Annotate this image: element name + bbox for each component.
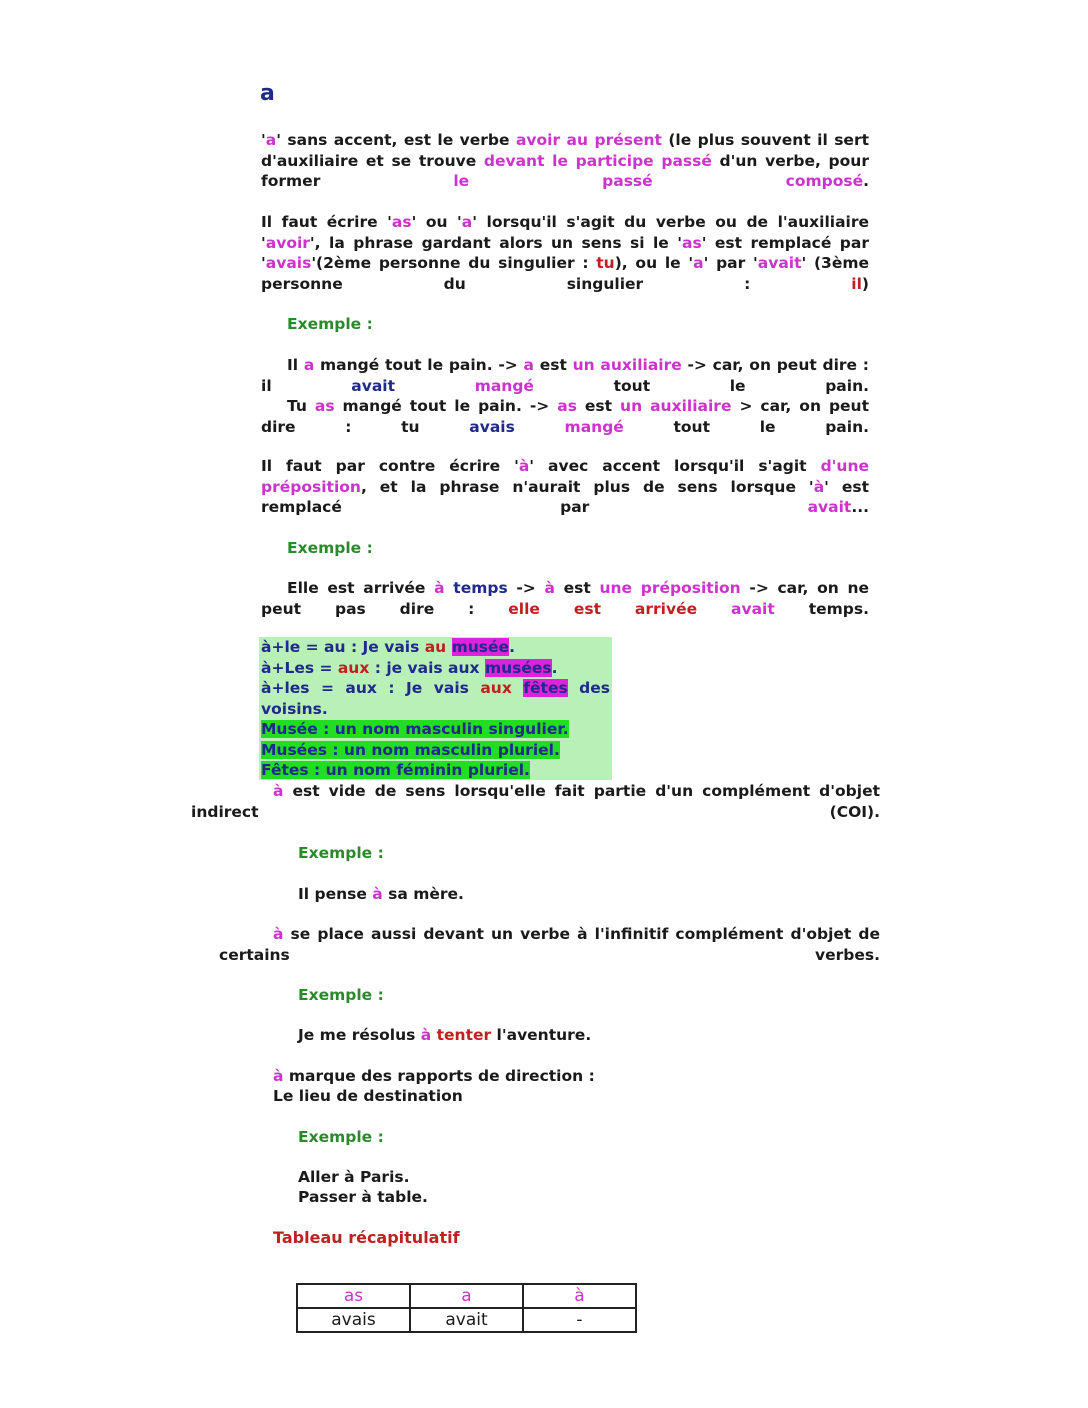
recap-line-aux-les: à+Les = aux : je vais aux musées. xyxy=(261,658,558,677)
paragraph-infinitif: à se place aussi devant un verbe à l'infinitif complément d'objet de certains verbes. xyxy=(219,925,880,964)
table-header-cell: à xyxy=(523,1284,636,1308)
paragraph-coi: à est vide de sens lorsqu'elle fait partie d'un complément d'objet indirect (COI). xyxy=(191,782,880,821)
paragraph-as-a-rule: Il faut écrire 'as' ou 'a' lorsqu'il s'agit du verbe ou de l'auxiliaire 'avoir', la phrase gardant alors un sens si le 'as' est remplacé par 'avais'(2ème personne du singulier : tu), ou le 'a' par 'avait' (3ème personne du singulier : il) xyxy=(261,213,870,293)
exemple-label: Exemple : xyxy=(287,539,373,557)
table-cell: avais xyxy=(297,1308,410,1332)
recap-line-musees: Musées : un nom masculin pluriel. xyxy=(261,740,560,759)
table-header-cell: as xyxy=(297,1284,410,1308)
table-cell: - xyxy=(523,1308,636,1332)
example-il-a-mange: Il a mangé tout le pain. -> a est un auxiliaire -> car, on peut dire : il avait mangé tout le pain. xyxy=(261,356,870,395)
paragraph-a-accent: Il faut par contre écrire 'à' avec accent lorsqu'il s'agit d'une préposition, et la phrase n'aurait plus de sens lorsque 'à' est remplacé par avait... xyxy=(261,457,870,516)
exemple-label: Exemple : xyxy=(298,1128,384,1146)
table-cell: avait xyxy=(410,1308,523,1332)
example-passer-a-table: Passer à table. xyxy=(298,1188,428,1206)
table-header-cell: a xyxy=(410,1284,523,1308)
paragraph-direction: à marque des rapports de direction : xyxy=(273,1067,595,1085)
example-je-me-resolus: Je me résolus à tenter l'aventure. xyxy=(298,1026,592,1044)
contraction-recap-box xyxy=(259,637,612,780)
recap-line-musee: Musée : un nom masculin singulier. xyxy=(261,720,569,738)
exemple-label: Exemple : xyxy=(298,986,384,1004)
table-row xyxy=(297,1284,636,1308)
recap-line-aux-fetes: à+les = aux : Je vais aux fêtes des voisins. xyxy=(261,679,610,718)
example-elle-est-arrivee: Elle est arrivée à temps -> à est une préposition -> car, on ne peut pas dire : elle est arrivée avait temps. xyxy=(261,579,869,618)
page-title: a xyxy=(260,81,275,106)
example-tu-as-mange: Tu as mangé tout le pain. -> as est un auxiliaire > car, on peut dire : tu avais mangé tout le pain. xyxy=(261,397,870,436)
summary-table xyxy=(296,1283,637,1333)
exemple-label: Exemple : xyxy=(287,315,373,333)
recap-line-au: à+le = au : Je vais au musée. xyxy=(261,638,515,656)
table-row xyxy=(297,1308,636,1332)
paragraph-a-definition: 'a' sans accent, est le verbe avoir au présent (le plus souvent il sert d'auxiliaire et se trouve devant le participe passé d'un verbe, pour former le passé composé. xyxy=(261,131,870,190)
paragraph-lieu-destination: Le lieu de destination xyxy=(273,1087,463,1105)
example-aller-a-paris: Aller à Paris. xyxy=(298,1168,410,1186)
exemple-label: Exemple : xyxy=(298,844,384,862)
recap-line-fetes: Fêtes : un nom féminin pluriel. xyxy=(261,761,530,779)
tableau-title: Tableau récapitulatif xyxy=(273,1228,460,1247)
example-il-pense: Il pense à sa mère. xyxy=(298,885,464,903)
